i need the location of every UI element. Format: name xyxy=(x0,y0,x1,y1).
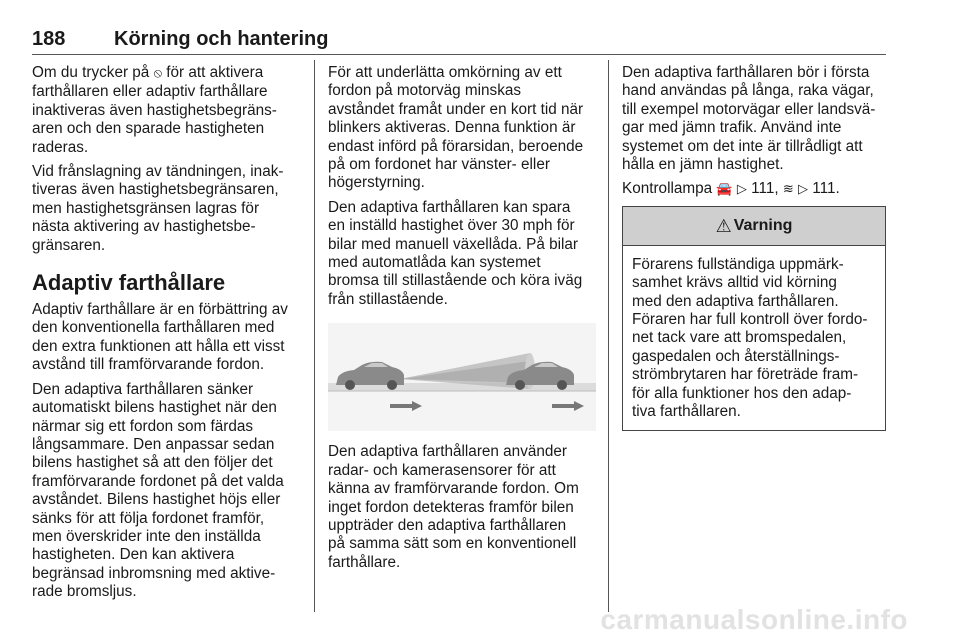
text-line: hålla en jämn hastighet. xyxy=(622,156,784,174)
text-line: bilens hastighet så att den följer det xyxy=(32,454,273,472)
text-line: men hastighetsgränsen lagras för xyxy=(32,199,260,217)
paragraph xyxy=(622,180,886,199)
text-line: Föraren har full kontroll över fordo- xyxy=(632,311,868,329)
text-line: gränsaren. xyxy=(32,236,106,254)
text-line: farthållaren eller adaptiv farthållare xyxy=(32,83,268,101)
text-line: fordon på motorväg minskas xyxy=(328,82,522,100)
text-line: från stillastående. xyxy=(328,290,448,308)
text-line: uppträder den adaptiva farthållaren xyxy=(328,516,567,534)
section-heading: Adaptiv farthållare xyxy=(32,270,226,296)
warning-body xyxy=(623,246,885,430)
watermark: carmanualsonline.info xyxy=(600,604,908,635)
warning-box xyxy=(622,206,886,431)
paragraph xyxy=(328,64,596,193)
text-line: Förarens fullständiga uppmärk- xyxy=(632,255,844,273)
paragraph xyxy=(328,199,596,309)
text-line: blinkers aktiveras. Denna funktion är xyxy=(328,119,576,137)
text-line: Kontrollampa 🚘 ▷ 111, ≋ ▷ 111. xyxy=(622,180,840,198)
vehicle-ahead-icon: 🚘 xyxy=(716,182,733,198)
text-line: framförvarande fordonet på det valda xyxy=(32,472,284,490)
text-line: automatiskt bilens hastighet när den xyxy=(32,399,277,417)
acc-illustration xyxy=(328,323,596,431)
page-reference-icon: ▷ xyxy=(798,182,808,198)
text-line: avstånd till framförvarande fordon. xyxy=(32,356,265,374)
text-line: men överskrider inte den inställda xyxy=(32,527,261,545)
text-line: aren och den sparade hastigheten xyxy=(32,120,265,138)
column-2 xyxy=(328,64,596,578)
column-divider xyxy=(608,60,609,612)
text-line: Adaptiv farthållare är en förbättring av xyxy=(32,301,288,319)
cruise-cancel-icon: ⦸ xyxy=(153,66,163,81)
text-line: net tack vare att bromspedalen, xyxy=(632,329,847,347)
text-line: högerstyrning. xyxy=(328,174,425,192)
text-line: nästa aktivering av hastighetsbe- xyxy=(32,218,256,236)
text-line: samhet krävs alltid vid körning xyxy=(632,274,837,292)
text-line: Den adaptiva farthållaren sänker xyxy=(32,380,254,398)
text-line: Den adaptiva farthållaren använder xyxy=(328,443,567,461)
text-line: närmar sig ett fordon som färdas xyxy=(32,417,254,435)
running-title: Körning och hantering xyxy=(114,28,329,50)
text-line: avståndet framåt under en kort tid när xyxy=(328,100,584,118)
text-line: Den adaptiva farthållaren bör i första xyxy=(622,64,870,81)
paragraph xyxy=(328,443,596,572)
text-line: tiva farthållaren. xyxy=(632,403,741,421)
warning-title xyxy=(623,207,885,246)
text-line: känna av framförvarande fordon. Om xyxy=(328,480,579,498)
page-header xyxy=(32,28,886,55)
text-line: för alla funktioner hos den adap- xyxy=(632,384,852,402)
paragraph xyxy=(32,163,302,255)
text-line: hand användas på långa, raka vägar, xyxy=(622,82,874,100)
text-line: sänks för att följa fordonet framför, xyxy=(32,509,265,527)
adaptive-cruise-icon: ≋ xyxy=(782,182,794,198)
paragraph xyxy=(32,301,302,375)
paragraph xyxy=(32,64,302,157)
text-line: på om fordonet har vänster- eller xyxy=(328,156,550,174)
text-line: bromsa till stillastående och köra iväg xyxy=(328,272,583,290)
text-line: en inställd hastighet över 30 mph för xyxy=(328,217,575,235)
text-line: begränsad inbromsning med aktive- xyxy=(32,564,276,582)
text-line: endast införd på förarsidan, beroende xyxy=(328,137,584,155)
text-line: långsammare. Den anpassar sedan xyxy=(32,435,275,453)
text-line: inget fordon detekteras framför bilen xyxy=(328,498,574,516)
text-line: gar med jämn trafik. Använd inte xyxy=(622,119,842,137)
text-line: För att underlätta omkörning av ett xyxy=(328,64,562,81)
text-line: Om du trycker på ⦸ för att aktivera xyxy=(32,64,264,81)
text-line: gaspedalen och återställnings- xyxy=(632,347,840,365)
text-line: tiveras även hastighetsbegränsaren, xyxy=(32,181,279,199)
page-number: 188 xyxy=(32,28,66,50)
text-line: avståndet. Bilens hastighet höjs eller xyxy=(32,491,281,509)
text-line: radar- och kamerasensorer för att xyxy=(328,461,556,479)
text-line: den extra funktionen att hålla ett visst xyxy=(32,337,285,355)
column-1 xyxy=(32,64,302,608)
column-divider xyxy=(314,60,315,612)
text-line: Den adaptiva farthållaren kan spara xyxy=(328,198,571,216)
text-line: till exempel motorvägar eller landsvä- xyxy=(622,100,876,118)
column-3 xyxy=(622,64,886,431)
warning-title-text: Varning xyxy=(733,216,793,234)
text-line: med automatlåda kan systemet xyxy=(328,254,541,272)
text-line: systemet om det inte är tillrådligt att xyxy=(622,137,863,155)
page-reference-icon: ▷ xyxy=(736,182,747,198)
text-line: rade bromsljus. xyxy=(32,583,137,601)
text-line: raderas. xyxy=(32,138,89,156)
text-line: bilar med manuell växellåda. På bilar xyxy=(328,235,578,253)
paragraph xyxy=(32,381,302,602)
text-line: hastigheten. Den kan aktivera xyxy=(32,546,235,564)
text-line: på samma sätt som en konventionell xyxy=(328,535,577,553)
text-line: den konventionella farthållaren med xyxy=(32,319,275,337)
text-line: Vid frånslagning av tändningen, inak- xyxy=(32,163,284,181)
text-line: farthållare. xyxy=(328,553,401,571)
text-line: med den adaptiva farthållaren. xyxy=(632,292,839,310)
text-line: inaktiveras även hastighetsbegräns- xyxy=(32,101,277,119)
text-line: strömbrytaren har företräde fram- xyxy=(632,366,859,384)
warning-triangle-icon: ⚠ xyxy=(715,215,732,236)
paragraph xyxy=(622,64,886,174)
